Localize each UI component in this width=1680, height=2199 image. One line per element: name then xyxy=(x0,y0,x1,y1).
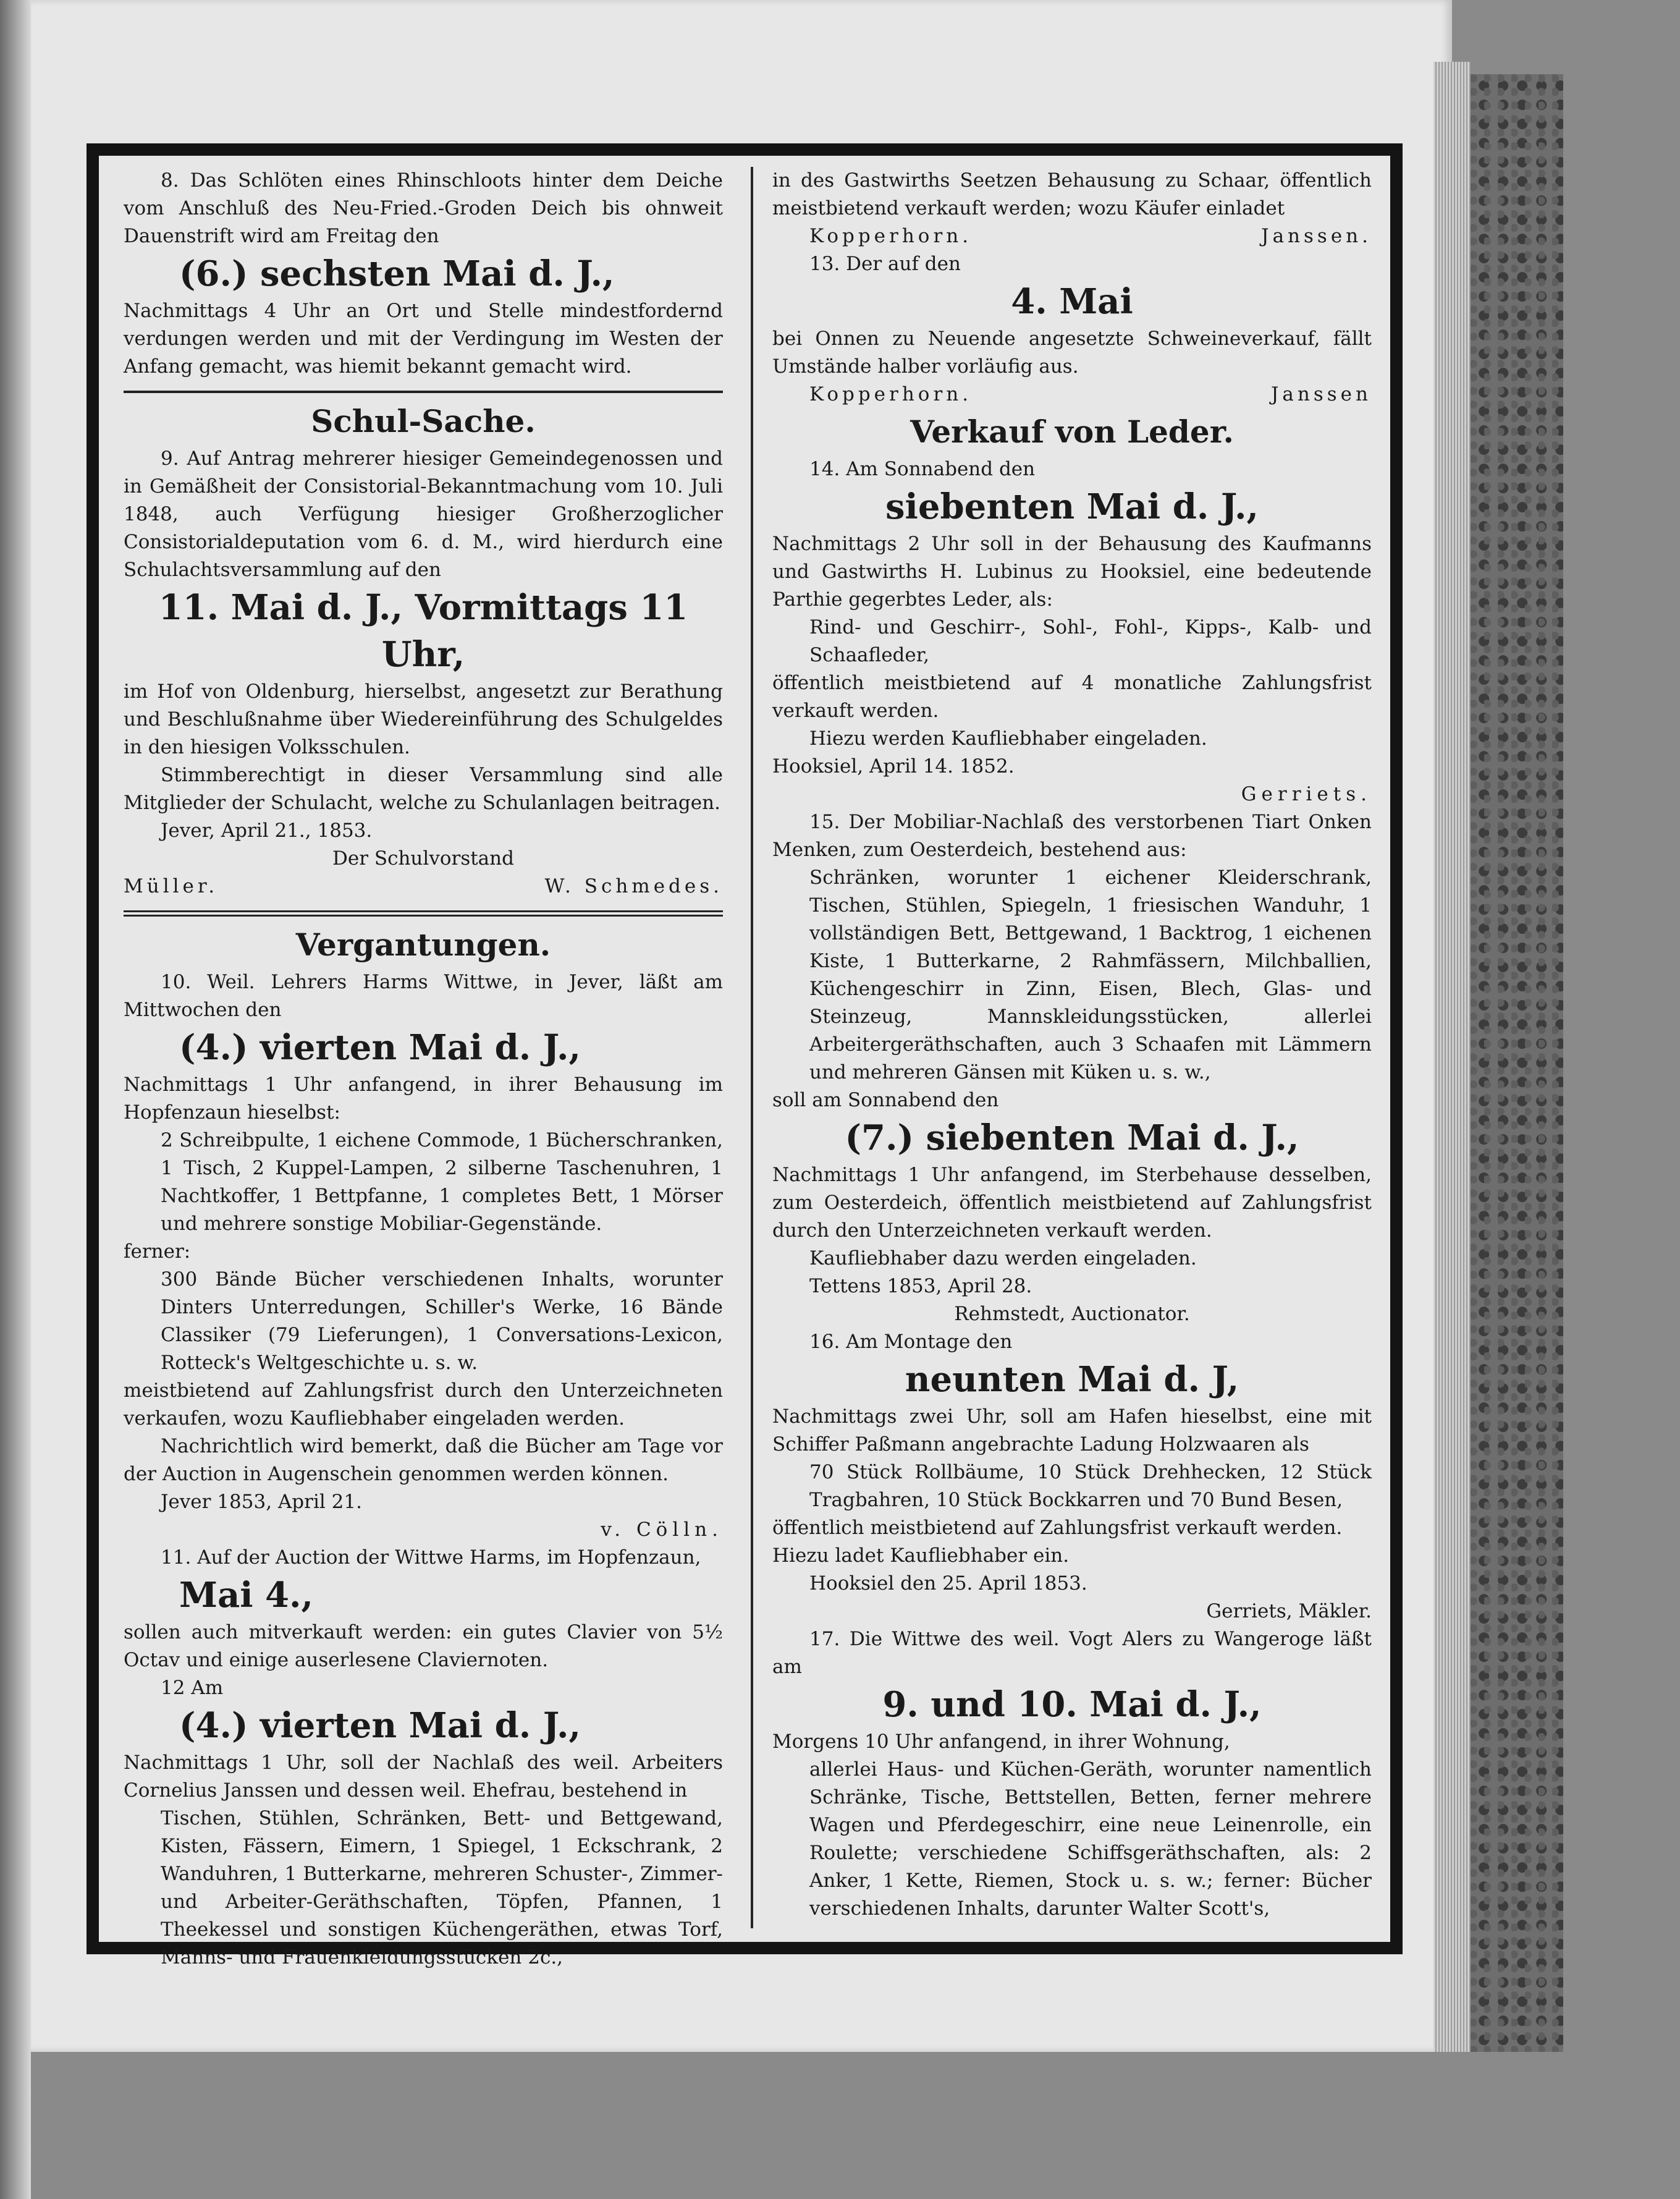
notice-9-org: Der Schulvorstand xyxy=(332,847,514,870)
notice-14: 14. Am Sonnabend den xyxy=(809,458,1036,480)
notice-15-dateline: Tettens 1853, April 28. xyxy=(809,1275,1032,1297)
left-column xyxy=(124,167,723,1968)
notice-16-body: Nachmittags zwei Uhr, soll am Hafen hieselbst, eine mit Schiffer Paßmann angebrachte Ladung Holzwaaren als xyxy=(772,1405,1372,1455)
heading-schul-sache: Schul-Sache. xyxy=(311,403,536,439)
notice-12-items: Tischen, Stühlen, Schränken, Bett- und Bettgewand, Kisten, Fässern, Eimern, 1 Spiegel, 1 Eckschrank, 2 Wanduhren, 1 Butterkarne, mehreren Schuster-, Zimmer- und Arbeiter-Geräthschaften, Töpfen, Pfannen, 1 Theekessel und sonstigen Küchengeräthen, etwas Torf, Manns- und Frauenkleidungsstücken 2c., xyxy=(161,1807,723,1968)
notice-15-invite: Kaufliebhaber dazu werden eingeladen. xyxy=(809,1247,1197,1269)
notice-13-date: 4. Mai xyxy=(1011,281,1133,322)
notice-14-dateline: Hooksiel, April 14. 1852. xyxy=(772,755,1015,777)
notice-14-invite: Hiezu werden Kaufliebhaber eingeladen. xyxy=(809,727,1207,750)
notice-15-soll: soll am Sonnabend den xyxy=(772,1089,999,1111)
notice-9-date: 11. Mai d. J., Vormittags 11 Uhr, xyxy=(158,587,688,675)
notice-9: 9. Auf Antrag mehrerer hiesiger Gemeindegenossen und in Gemäßheit der Consistorial-Bekanntmachung vom 10. Juli 1848, auch Verfügung hiesiger Großherzoglicher Consistorialdeputation vom 6. d. M., wird hierdurch eine Schulachtsversammlung auf den xyxy=(124,447,723,581)
facing-page-edge xyxy=(0,0,31,2199)
notice-9-dateline: Jever, April 21., 1853. xyxy=(161,820,373,842)
notice-14-items: Rind- und Geschirr-, Sohl-, Fohl-, Kipps-, Kalb- und Schaafleder, xyxy=(809,616,1372,666)
notice-13-signature-line xyxy=(772,381,1372,409)
book-cover xyxy=(1471,74,1563,2052)
notice-10-dateline: Jever 1853, April 21. xyxy=(161,1491,362,1513)
notice-14-end: öffentlich meistbietend auf 4 monatliche Zahlungsfrist verkauft werden. xyxy=(772,672,1372,722)
signature-mueller: Müller. xyxy=(124,875,219,897)
notice-11: 11. Auf der Auction der Wittwe Harms, im Hopfenzaun, xyxy=(161,1546,701,1569)
notice-15-date: (7.) siebenten Mai d. J., xyxy=(845,1117,1299,1158)
notice-17-body: Morgens 10 Uhr anfangend, in ihrer Wohnung, xyxy=(772,1731,1230,1753)
notice-16-invite: Hiezu ladet Kaufliebhaber ein. xyxy=(772,1544,1070,1567)
signature-schmedes: W. Schmedes. xyxy=(544,875,723,897)
notice-10-end: meistbietend auf Zahlungsfrist durch den Unterzeichneten verkaufen, wozu Kaufliebhaber eingeladen werden. xyxy=(124,1379,723,1430)
notice-15-items: Schränken, worunter 1 eichener Kleiderschrank, Tischen, Stühlen, Spiegeln, 1 friesischen Wanduhr, 1 vollständigen Bett, Bettgewand, 1 Backtrog, 1 eichenen Kiste, 1 Butterkarne, 2 Rahmfässern, Milchballien, Küchengeschirr in Zinn, Eisen, Blech, Glas- und Steinzeug, Mannskleidungsstücken, allerlei Arbeitergeräthschaften, auch 3 Schaafen mit Lämmern und mehreren Gänsen mit Küken u. s. w., xyxy=(809,866,1372,1083)
section-rule xyxy=(124,391,723,393)
notice-17: 17. Die Wittwe des weil. Vogt Alers zu Wangeroge läßt am xyxy=(772,1628,1372,1678)
notice-11-body: sollen auch mitverkauft werden: ein gutes Clavier von 5½ Octav und einige auserlesene Claviernoten. xyxy=(124,1621,723,1671)
section-rule-double xyxy=(124,910,723,917)
notice-8-body: Nachmittags 4 Uhr an Ort und Stelle mindestfordernd verdungen werden und mit der Verdingung im Westen der Anfang gemacht, was hiemit bekannt gemacht wird. xyxy=(124,300,723,378)
right-column xyxy=(772,167,1372,1928)
notice-16-date: neunten Mai d. J, xyxy=(905,1359,1239,1400)
notice-16: 16. Am Montage den xyxy=(809,1331,1013,1353)
notice-15: 15. Der Mobiliar-Nachlaß des verstorbenen Tiart Onken Menken, zum Oesterdeich, bestehend aus: xyxy=(772,811,1372,861)
content-area xyxy=(117,167,1372,1968)
notice-12-body: Nachmittags 1 Uhr, soll der Nachlaß des weil. Arbeiters Cornelius Janssen und dessen weil. Ehefrau, bestehend in xyxy=(124,1752,723,1802)
notice-9-stimm: Stimmberechtigt in dieser Versammlung sind alle Mitglieder der Schulacht, welche zu Schulanlagen beitragen. xyxy=(124,764,723,814)
notice-13-body: bei Onnen zu Neuende angesetzte Schweineverkauf, fällt Umstände halber vorläufig aus. xyxy=(772,328,1372,378)
notice-14-signature: Gerriets. xyxy=(1241,783,1372,805)
notice-14-body: Nachmittags 2 Uhr soll in der Behausung des Kaufmanns und Gastwirths H. Lubinus zu Hooksiel, eine bedeutende Parthie gegerbtes Leder, als: xyxy=(772,533,1372,611)
notice-15-body: Nachmittags 1 Uhr anfangend, im Sterbehause desselben, zum Oesterdeich, öffentlich meistbietend auf Zahlungsfrist durch den Unterzeichneten verkauft werden. xyxy=(772,1164,1372,1242)
notice-10: 10. Weil. Lehrers Harms Wittwe, in Jever, läßt am Mittwochen den xyxy=(124,971,723,1021)
notice-10-note: Nachrichtlich wird bemerkt, daß die Bücher am Tage vor der Auction in Augenschein genommen werden können. xyxy=(124,1435,723,1485)
notice-12-continued: in des Gastwirths Seetzen Behausung zu Schaar, öffentlich meistbietend verkauft werden; wozu Käufer einladet xyxy=(772,169,1372,219)
notice-16-dateline: Hooksiel den 25. April 1853. xyxy=(809,1572,1087,1595)
notice-12-place: Kopperhorn. xyxy=(809,225,973,247)
notice-10-items: 2 Schreibpulte, 1 eichene Commode, 1 Bücherschranken, 1 Tisch, 2 Kuppel-Lampen, 2 silberne Taschenuhren, 1 Nachtkoffer, 1 Bettpfanne, 1 completes Bett, 1 Mörser und mehrere sonstige Mobiliar-Gegenstände. xyxy=(161,1129,723,1235)
notice-16-signature: Gerriets, Mäkler. xyxy=(1206,1600,1372,1622)
notice-9-signatures xyxy=(124,873,723,900)
notice-8-date: (6.) sechsten Mai d. J., xyxy=(179,253,615,294)
notice-12-date: (4.) vierten Mai d. J., xyxy=(179,1705,581,1746)
notice-10-date: (4.) vierten Mai d. J., xyxy=(179,1027,581,1068)
notice-8: 8. Das Schlöten eines Rhinschloots hinter dem Deiche vom Anschluß des Neu-Fried.-Groden Deich bis ohnweit Dauenstrift wird am Freitag den xyxy=(124,169,723,247)
column-divider xyxy=(751,167,753,1928)
notice-17-items: allerlei Haus- und Küchen-Geräth, worunter namentlich Schränke, Tische, Bettstellen, Betten, ferner mehrere Wagen und Pferdegeschirr, eine neue Leinenrolle, ein Roulette; verschiedene Schiffsgeräthschaften, als: 2 Anker, 1 Kette, Riemen, Stock u. s. w.; ferner: Bücher verschiedenen Inhalts, darunter Walter Scott's, xyxy=(809,1758,1372,1920)
signature-janssen-2: Janssen xyxy=(1270,383,1372,405)
notice-12: 12 Am xyxy=(161,1677,224,1699)
notice-10-signature: v. Cölln. xyxy=(601,1519,723,1541)
heading-vergantungen: Vergantungen. xyxy=(295,926,551,963)
notice-10-books: 300 Bände Bücher verschiedenen Inhalts, worunter Dinters Unterredungen, Schiller's Werke, 16 Bände Classiker (79 Lieferungen), 1 Conversations-Lexicon, Rotteck's Weltgeschichte u. s. w. xyxy=(161,1268,723,1374)
notice-16-items: 70 Stück Rollbäume, 10 Stück Drehhecken, 12 Stück Tragbahren, 10 Stück Bockkarren und 70 Bund Besen, xyxy=(809,1461,1372,1511)
notice-17-date: 9. und 10. Mai d. J., xyxy=(882,1684,1262,1725)
notice-12-signature-line xyxy=(772,222,1372,250)
notice-9-body: im Hof von Oldenburg, hierselbst, angesetzt zur Berathung und Beschlußnahme über Wiedereinführung des Schulgeldes in den hiesigen Volksschulen. xyxy=(124,680,723,758)
notice-13: 13. Der auf den xyxy=(809,253,961,275)
notice-13-place: Kopperhorn. xyxy=(809,383,973,405)
page-edges xyxy=(1433,62,1471,2052)
notice-10-ferner: ferner: xyxy=(124,1240,191,1263)
notice-16-end: öffentlich meistbietend auf Zahlungsfrist verkauft werden. xyxy=(772,1517,1343,1539)
notice-11-date: Mai 4., xyxy=(179,1575,313,1616)
heading-verkauf-von-leder: Verkauf von Leder. xyxy=(910,413,1234,450)
signature-janssen: Janssen. xyxy=(1261,225,1372,247)
notice-15-signature: Rehmstedt, Auctionator. xyxy=(954,1303,1190,1325)
notice-14-date: siebenten Mai d. J., xyxy=(885,486,1259,527)
notice-10-body: Nachmittags 1 Uhr anfangend, in ihrer Behausung im Hopfenzaun hieselbst: xyxy=(124,1074,723,1124)
